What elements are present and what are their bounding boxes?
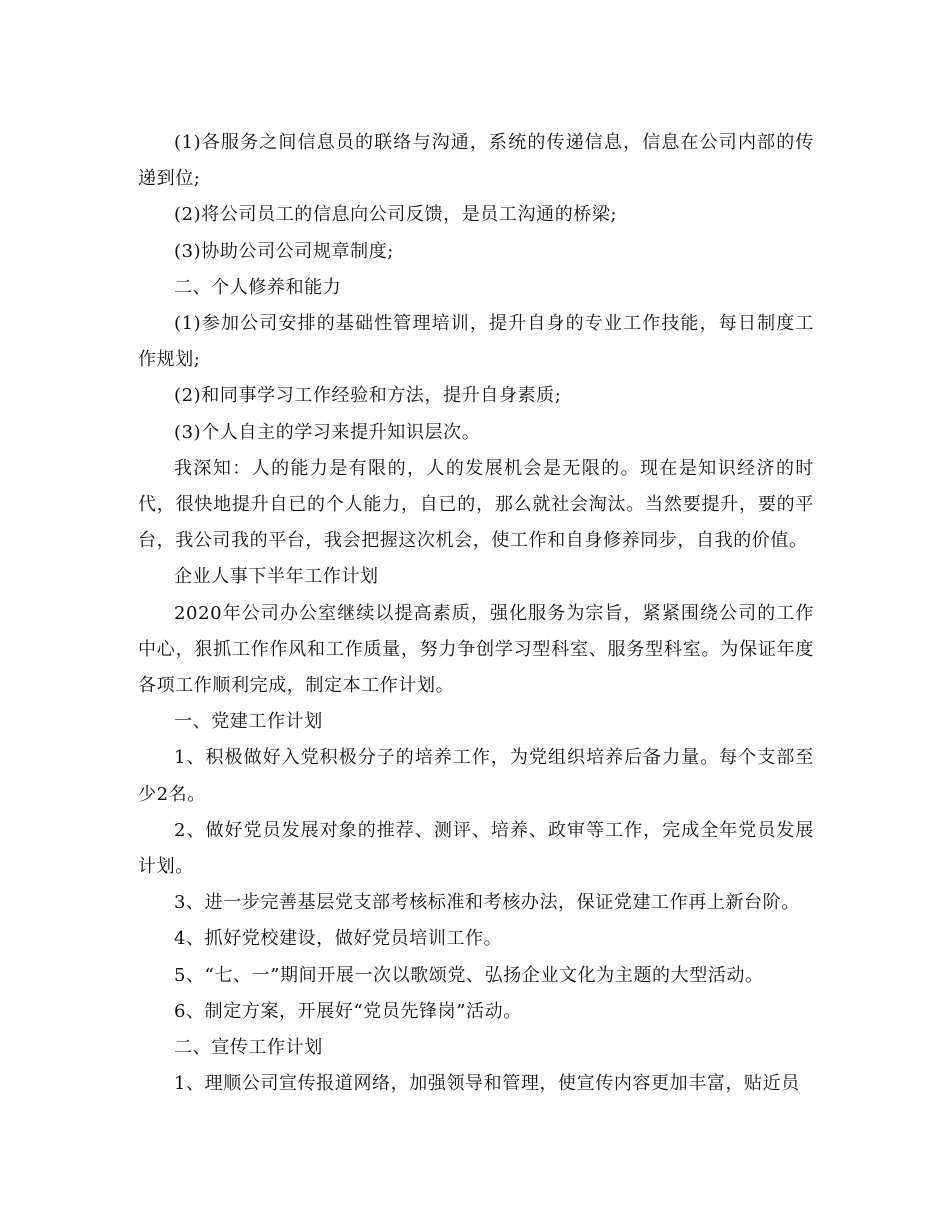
paragraph-14: 3、进一步完善基层党支部考核标准和考核办法，保证党建工作再上新台阶。 [174,892,800,914]
paragraph-16: 5、“七、一”期间开展一次以歌颂党、弘扬企业文化为主题的大型活动。 [174,964,764,986]
paragraph-13: 2、做好党员发展对象的推荐、测评、培养、政审等工作，完成全年党员发展计划。 [138,819,814,878]
paragraph-12: 1、积极做好入党积极分子的培养工作，为党组织培养后备力量。每个支部至少2名。 [138,747,814,805]
paragraph-17: 6、制定方案，开展好“党员先锋岗”活动。 [174,1000,522,1022]
section-heading-publicity: 二、宣传工作计划 [174,1037,323,1059]
paragraph-19: 1、理顺公司宣传报道网络，加强领导和管理，使宣传内容更加丰富，贴近员 [174,1073,800,1095]
paragraph-1: (1)各服务之间信息员的联络与沟通，系统的传递信息，信息在公司内部的传递到位; [138,132,814,190]
document-body [138,125,814,1102]
paragraph-10: 2020年公司办公室继续以提高素质，强化服务为宗旨，紧紧围绕公司的工作中心，狠抓工作作风和工作质量，努力争创学习型科室、服务型科室。为保证年度各项工作顺利完成，制定本工作计划。 [138,602,814,697]
paragraph-6: (2)和同事学习工作经验和方法，提升自身素质; [174,385,562,407]
paragraph-5: (1)参加公司安排的基础性管理培训，提升自身的专业工作技能，每日制度工作规划; [138,313,814,371]
paragraph-3: (3)协助公司公司规章制度; [174,240,394,262]
document-title: 企业人事下半年工作计划 [174,566,379,588]
paragraph-15: 4、抓好党校建设，做好党员培训工作。 [174,928,503,950]
paragraph-8: 我深知：人的能力是有限的，人的发展机会是无限的。现在是知识经济的时代，很快地提升自已的个人能力，自已的，那么就社会淘汰。当然要提升，要的平台，我公司我的平台，我会把握这次机会，使工作和自身修养同步，自我的价值。 [138,457,814,552]
paragraph-7: (3)个人自主的学习来提升知识层次。 [174,421,481,443]
section-heading-personal-cultivation: 二、个人修养和能力 [174,276,342,298]
section-heading-party-building: 一、党建工作计划 [174,711,323,733]
paragraph-2: (2)将公司员工的信息向公司反馈，是员工沟通的桥梁; [174,204,618,226]
